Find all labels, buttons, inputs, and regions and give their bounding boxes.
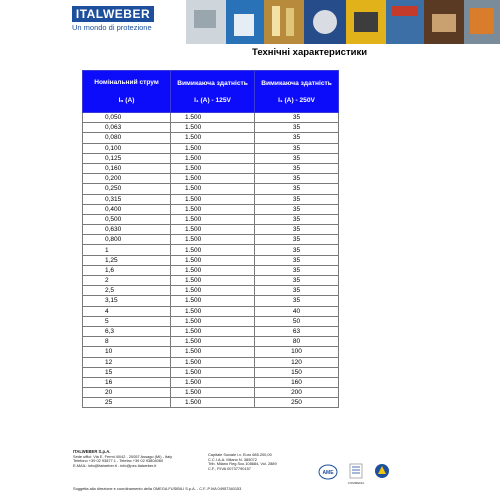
table-row: [83, 276, 339, 286]
footer-capital: Capitale Sociale i.v. Euro 685.200,00: [208, 452, 272, 457]
cell-breaking-capacity-250v: 63: [255, 326, 339, 336]
cell-rated-current: 1,6: [83, 265, 171, 275]
cell-rated-current: 0,500: [83, 214, 171, 224]
footer-company-name: ITALWEBER S.p.A.: [73, 449, 111, 454]
cell-breaking-capacity-125v: 1.500: [171, 286, 255, 296]
association-logo-icon: [348, 464, 365, 485]
cell-breaking-capacity-250v: 35: [255, 184, 339, 194]
cell-breaking-capacity-250v: 35: [255, 163, 339, 173]
footer-note: Soggetta alla direzione e coordinamento della OMEGA FUSIBILI S.p.A. - C.F.-P.IVA 04957340153: [73, 486, 242, 491]
cell-breaking-capacity-250v: 35: [255, 214, 339, 224]
brand-tagline: Un mondo di protezione: [72, 23, 152, 32]
cell-rated-current: 0,125: [83, 153, 171, 163]
cell-breaking-capacity-125v: 1.500: [171, 245, 255, 255]
page-header: [0, 0, 500, 44]
table-row: [83, 123, 339, 133]
table-row: [83, 245, 339, 255]
table-row: [83, 163, 339, 173]
cell-breaking-capacity-250v: 40: [255, 306, 339, 316]
cell-breaking-capacity-125v: 1.500: [171, 194, 255, 204]
partner-logo-icon: [375, 464, 389, 478]
cell-rated-current: 6,3: [83, 326, 171, 336]
cell-rated-current: 0,080: [83, 133, 171, 143]
cell-breaking-capacity-250v: 35: [255, 204, 339, 214]
cell-breaking-capacity-125v: 1.500: [171, 276, 255, 286]
table-row: [83, 306, 339, 316]
table-row: [83, 255, 339, 265]
footer-logo-ame: AME: [322, 470, 334, 476]
cell-rated-current: 1: [83, 245, 171, 255]
cell-breaking-capacity-250v: 160: [255, 377, 339, 387]
table-row: [83, 225, 339, 235]
cell-breaking-capacity-250v: 150: [255, 367, 339, 377]
cell-breaking-capacity-125v: 1.500: [171, 296, 255, 306]
table-row: [83, 214, 339, 224]
cell-breaking-capacity-250v: 35: [255, 265, 339, 275]
cell-breaking-capacity-125v: 1.500: [171, 388, 255, 398]
table-row: [83, 133, 339, 143]
cell-breaking-capacity-250v: 35: [255, 153, 339, 163]
table-row: [83, 326, 339, 336]
table-row: [83, 235, 339, 245]
cell-breaking-capacity-125v: 1.500: [171, 143, 255, 153]
cell-breaking-capacity-125v: 1.500: [171, 265, 255, 275]
cell-breaking-capacity-125v: 1.500: [171, 184, 255, 194]
cell-breaking-capacity-125v: 1.500: [171, 133, 255, 143]
table-row: [83, 153, 339, 163]
cell-breaking-capacity-125v: 1.500: [171, 163, 255, 173]
footer-address: Sede uffici: Via E. Fermi 40/42 - 20057 Assago (MI) - Italy: [73, 453, 173, 459]
cell-breaking-capacity-250v: 35: [255, 113, 339, 123]
cell-rated-current: 5: [83, 316, 171, 326]
cell-breaking-capacity-250v: 50: [255, 316, 339, 326]
cell-breaking-capacity-250v: 80: [255, 337, 339, 347]
cell-breaking-capacity-125v: 1.500: [171, 174, 255, 184]
cell-breaking-capacity-250v: 35: [255, 235, 339, 245]
cell-breaking-capacity-250v: 35: [255, 276, 339, 286]
cell-rated-current: 8: [83, 337, 171, 347]
table-row: [83, 337, 339, 347]
cell-rated-current: 15: [83, 367, 171, 377]
cell-rated-current: 2,5: [83, 286, 171, 296]
column-header-breaking-capacity-125v: Вимикаюча здатність I₁ (A) - 125V: [171, 71, 255, 113]
table-row: [83, 296, 339, 306]
footer-email: E-MAIL: info@italweber.it - info@pec.italweber.it: [73, 462, 157, 468]
cell-rated-current: 0,800: [83, 235, 171, 245]
table-row: [83, 265, 339, 275]
table-row: [83, 113, 339, 123]
cell-rated-current: 3,15: [83, 296, 171, 306]
table-row: [83, 316, 339, 326]
cell-rated-current: 2: [83, 276, 171, 286]
cell-rated-current: 0,063: [83, 123, 171, 133]
cell-rated-current: 4: [83, 306, 171, 316]
cell-breaking-capacity-125v: 1.500: [171, 316, 255, 326]
cell-breaking-capacity-250v: 35: [255, 143, 339, 153]
cell-rated-current: 16: [83, 377, 171, 387]
footer-company-info: [73, 450, 172, 468]
table-row: [83, 204, 339, 214]
table-row: [83, 388, 339, 398]
cell-rated-current: 0,050: [83, 113, 171, 123]
cell-breaking-capacity-250v: 35: [255, 286, 339, 296]
cell-rated-current: 0,250: [83, 184, 171, 194]
cell-breaking-capacity-250v: 35: [255, 133, 339, 143]
table-body: [83, 113, 339, 408]
cell-breaking-capacity-125v: 1.500: [171, 235, 255, 245]
page-title: Технічні характеристики: [252, 47, 368, 58]
cell-breaking-capacity-125v: 1.500: [171, 357, 255, 367]
cell-breaking-capacity-250v: 35: [255, 123, 339, 133]
footer-legal-info: [208, 453, 277, 471]
cell-breaking-capacity-125v: 1.500: [171, 377, 255, 387]
cell-rated-current: 0,400: [83, 204, 171, 214]
table-row: [83, 377, 339, 387]
cell-rated-current: 10: [83, 347, 171, 357]
table-row: [83, 143, 339, 153]
footer-logos: [318, 458, 414, 488]
cell-rated-current: 0,200: [83, 174, 171, 184]
cell-breaking-capacity-250v: 35: [255, 194, 339, 204]
cell-breaking-capacity-125v: 1.500: [171, 214, 255, 224]
footer-vat: C.F., P.IVA 00737790157: [208, 465, 251, 471]
footer-logo-commedia: COMMEDIA: [347, 481, 365, 485]
cell-breaking-capacity-250v: 100: [255, 347, 339, 357]
cell-breaking-capacity-125v: 1.500: [171, 398, 255, 408]
cell-breaking-capacity-250v: 35: [255, 255, 339, 265]
table-row: [83, 398, 339, 408]
cell-breaking-capacity-250v: 200: [255, 388, 339, 398]
cell-breaking-capacity-250v: 35: [255, 225, 339, 235]
table-row: [83, 286, 339, 296]
cell-rated-current: 1,25: [83, 255, 171, 265]
footer-phone: Telefono +39 02 93877.1 - Telefax +39 02 93804060: [73, 458, 164, 464]
cell-breaking-capacity-125v: 1.500: [171, 367, 255, 377]
cell-breaking-capacity-125v: 1.500: [171, 337, 255, 347]
footer-cciaa: C.C.I.A.A. Milano N. 385072: [208, 456, 257, 462]
cell-rated-current: 25: [83, 398, 171, 408]
cell-rated-current: 0,100: [83, 143, 171, 153]
cell-breaking-capacity-250v: 120: [255, 357, 339, 367]
cell-breaking-capacity-125v: 1.500: [171, 347, 255, 357]
quality-certification-icon: [319, 465, 337, 479]
cell-breaking-capacity-125v: 1.500: [171, 306, 255, 316]
cell-breaking-capacity-125v: 1.500: [171, 326, 255, 336]
table-header-row: [83, 71, 339, 113]
product-photo-strip: [186, 0, 500, 44]
column-header-rated-current: Номінальний струм Iₙ (A): [83, 71, 171, 113]
column-header-breaking-capacity-250v: Вимикаюча здатність I₁ (A) - 250V: [255, 71, 339, 113]
cell-breaking-capacity-125v: 1.500: [171, 123, 255, 133]
table-row: [83, 367, 339, 377]
cell-rated-current: 20: [83, 388, 171, 398]
cell-breaking-capacity-125v: 1.500: [171, 113, 255, 123]
table-row: [83, 174, 339, 184]
cell-breaking-capacity-250v: 35: [255, 174, 339, 184]
cell-rated-current: 0,630: [83, 225, 171, 235]
cell-rated-current: 0,315: [83, 194, 171, 204]
specifications-table: [82, 70, 339, 408]
cell-breaking-capacity-125v: 1.500: [171, 225, 255, 235]
table-row: [83, 357, 339, 367]
footer-registry: Trib. Milano Reg.Soc.108684, Vol. 2889: [208, 461, 277, 467]
cell-breaking-capacity-250v: 35: [255, 245, 339, 255]
cell-breaking-capacity-250v: 35: [255, 296, 339, 306]
table-row: [83, 347, 339, 357]
table-row: [83, 184, 339, 194]
cell-breaking-capacity-125v: 1.500: [171, 153, 255, 163]
cell-rated-current: 12: [83, 357, 171, 367]
cell-breaking-capacity-125v: 1.500: [171, 204, 255, 214]
brand-logo: ITALWEBER: [72, 6, 154, 22]
cell-breaking-capacity-125v: 1.500: [171, 255, 255, 265]
table-row: [83, 194, 339, 204]
cell-rated-current: 0,160: [83, 163, 171, 173]
cell-breaking-capacity-250v: 250: [255, 398, 339, 408]
